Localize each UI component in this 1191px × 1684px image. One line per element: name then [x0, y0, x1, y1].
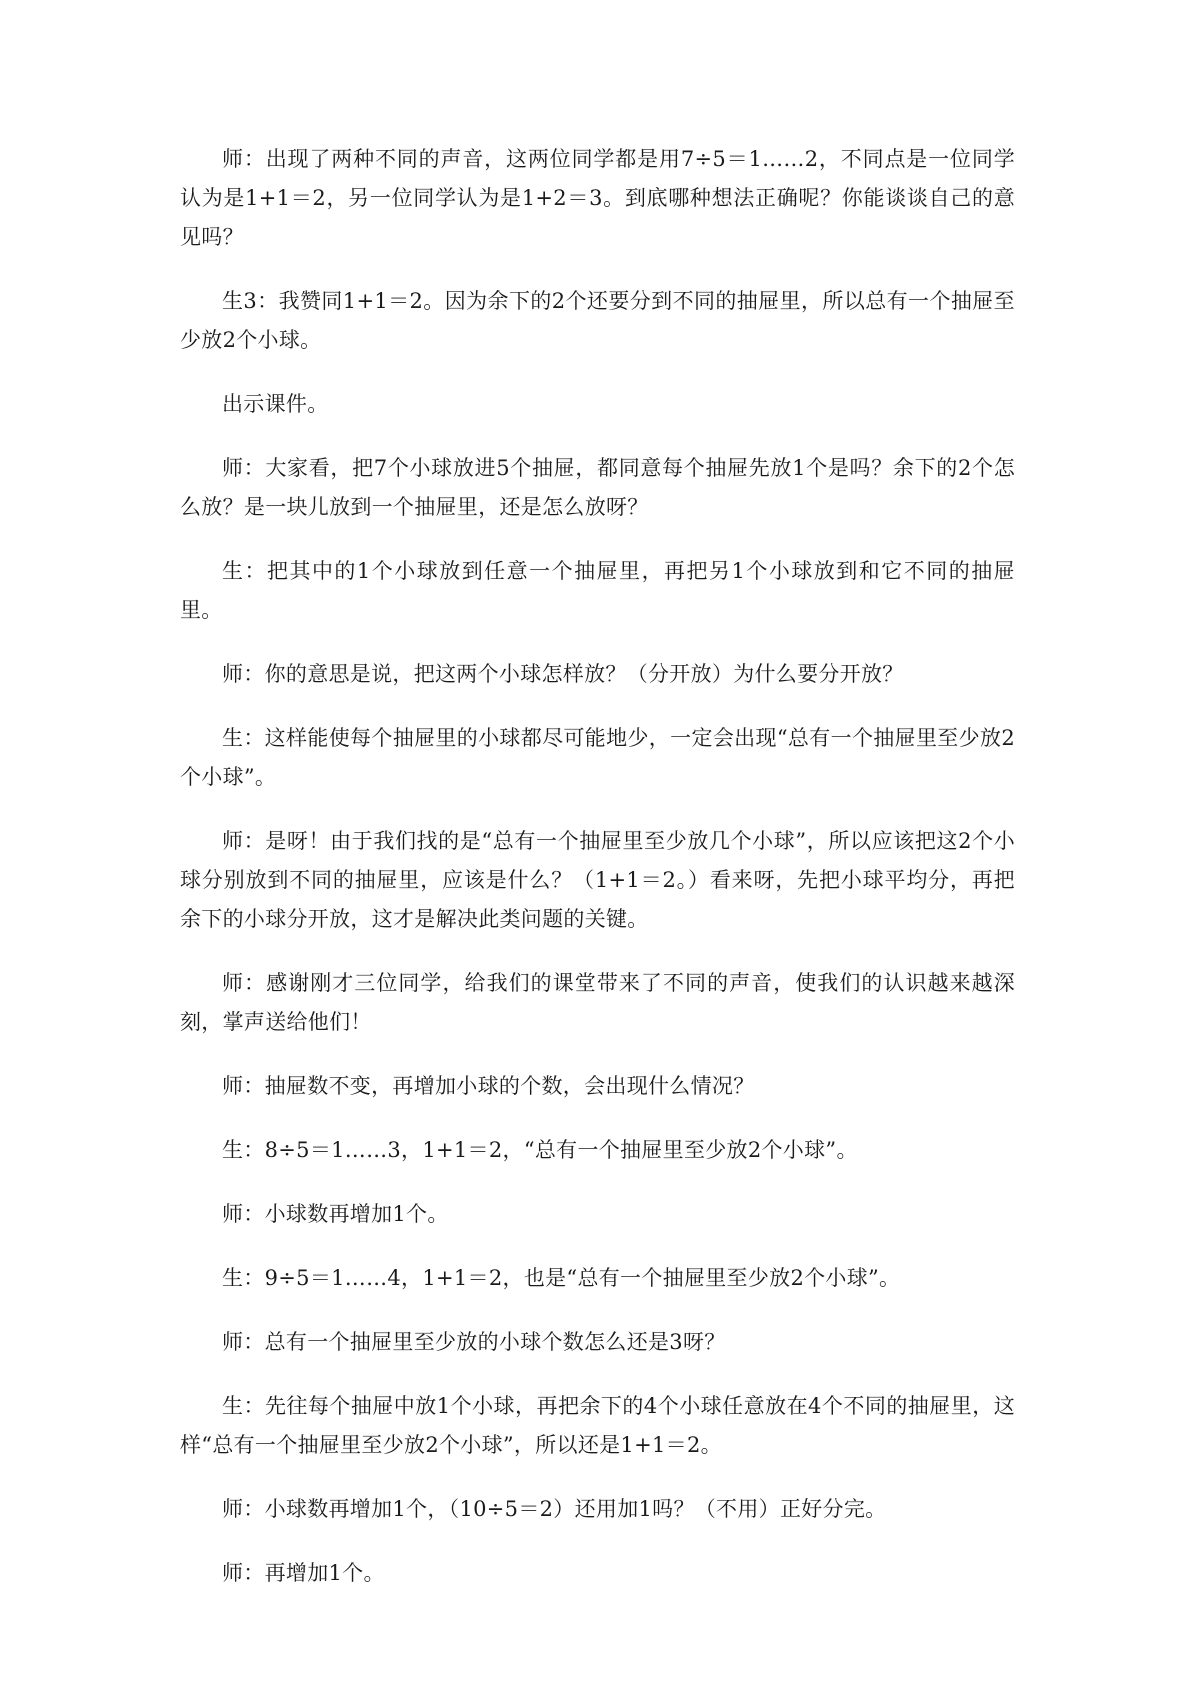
- paragraph-3: 出示课件。: [222, 392, 329, 416]
- paragraph-14: 师：总有一个抽屉里至少放的小球个数怎么还是3呀？: [222, 1330, 726, 1354]
- paragraph-9: 师：感谢刚才三位同学，给我们的课堂带来了不同的声音，使我们的认识越来越深刻，掌声送给他们！: [180, 971, 1015, 1034]
- paragraph-6: 师：你的意思是说，把这两个小球怎样放？（分开放）为什么要分开放？: [222, 662, 904, 686]
- paragraph-17: 师：再增加1个。: [222, 1561, 385, 1585]
- paragraph-11: 生：8÷5＝1……3，1+1＝2，“总有一个抽屉里至少放2个小球”。: [222, 1138, 858, 1162]
- paragraph-8: 师：是呀！由于我们找的是“总有一个抽屉里至少放几个小球”，所以应该把这2个小球分别放到不同的抽屉里，应该是什么？（1+1＝2。）看来呀，先把小球平均分，再把余下的小球分开放，这才是解决此类问题的关键。: [180, 829, 1015, 931]
- paragraph-5: 生：把其中的1个小球放到任意一个抽屉里，再把另1个小球放到和它不同的抽屉里。: [180, 559, 1015, 622]
- document-page: [180, 140, 1015, 1618]
- paragraph-13: 生：9÷5＝1……4，1+1＝2，也是“总有一个抽屉里至少放2个小球”。: [222, 1266, 901, 1290]
- paragraph-2: 生3：我赞同1+1＝2。因为余下的2个还要分到不同的抽屉里，所以总有一个抽屉至少放2个小球。: [180, 289, 1015, 352]
- paragraph-1: 师：出现了两种不同的声音，这两位同学都是用7÷5＝1……2，不同点是一位同学认为是1+1＝2，另一位同学认为是1+2＝3。到底哪种想法正确呢？你能谈谈自己的意见吗？: [180, 147, 1015, 249]
- paragraph-4: 师：大家看，把7个小球放进5个抽屉，都同意每个抽屉先放1个是吗？余下的2个怎么放？是一块儿放到一个抽屉里，还是怎么放呀？: [180, 456, 1015, 519]
- paragraph-7: 生：这样能使每个抽屉里的小球都尽可能地少，一定会出现“总有一个抽屉里至少放2个小球”。: [180, 726, 1015, 789]
- paragraph-15: 生：先往每个抽屉中放1个小球，再把余下的4个小球任意放在4个不同的抽屉里，这样“总有一个抽屉里至少放2个小球”，所以还是1+1＝2。: [180, 1394, 1015, 1457]
- paragraph-10: 师：抽屉数不变，再增加小球的个数，会出现什么情况？: [222, 1074, 755, 1098]
- paragraph-12: 师：小球数再增加1个。: [222, 1202, 449, 1226]
- paragraph-16: 师：小球数再增加1个，（10÷5＝2）还用加1吗？（不用）正好分完。: [222, 1497, 887, 1521]
